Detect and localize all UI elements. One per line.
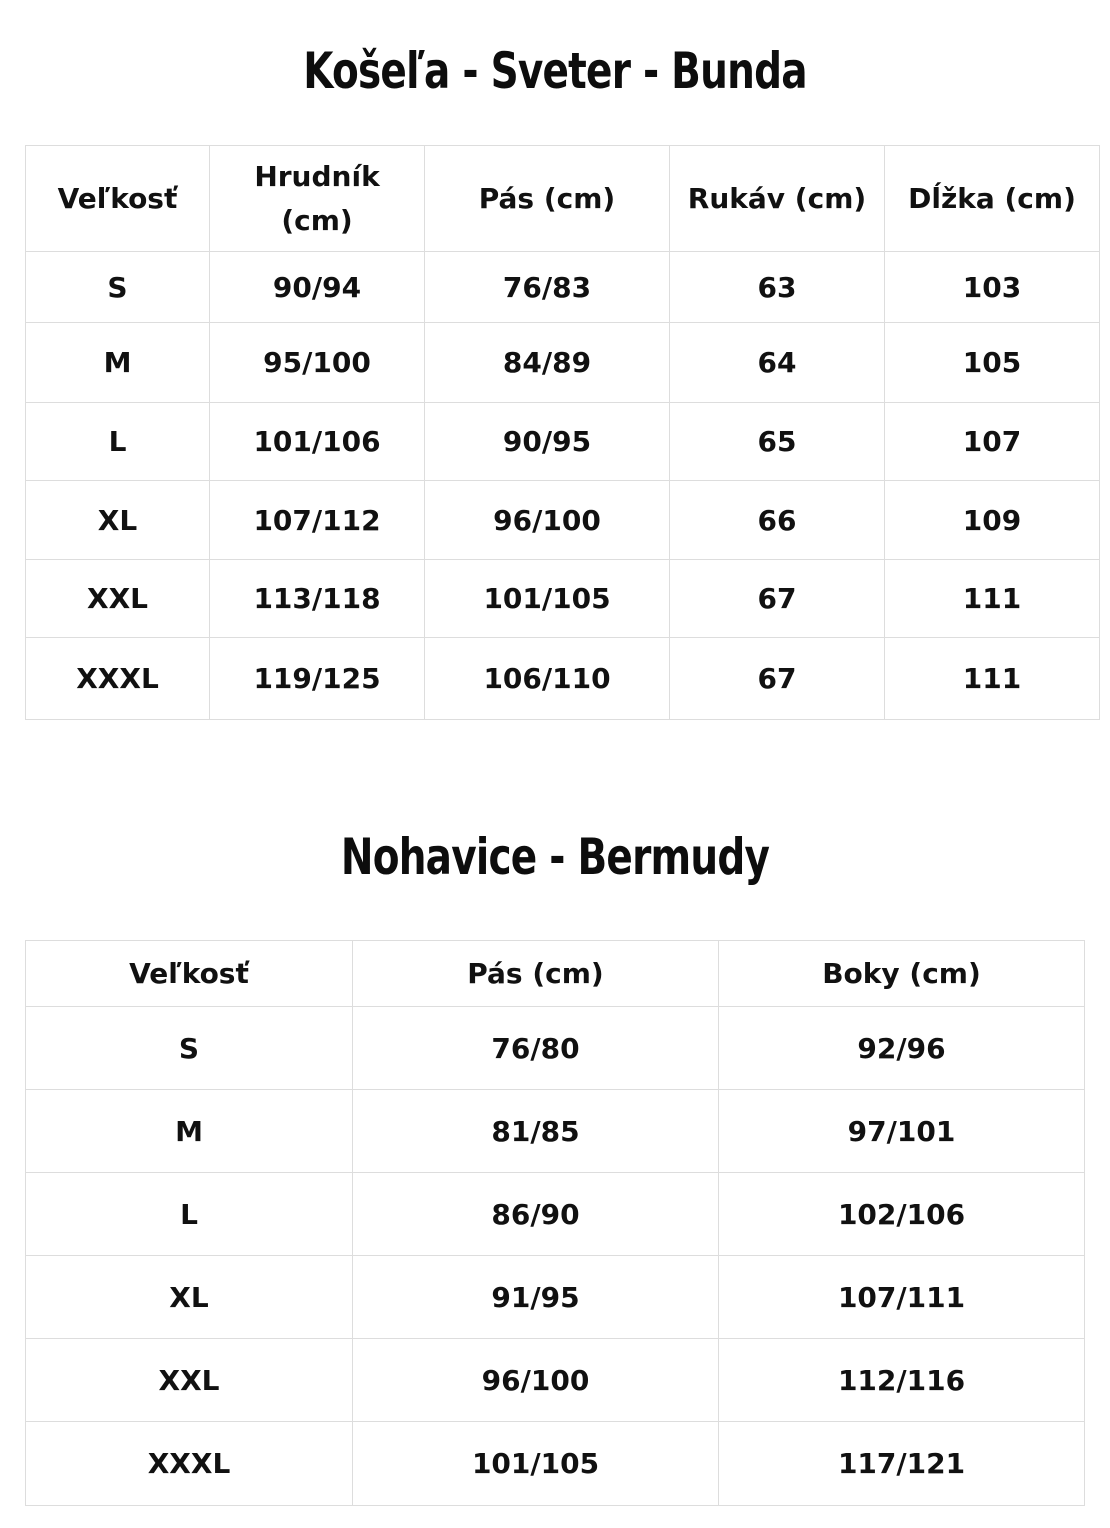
cell-waist: 84/89 — [425, 323, 670, 403]
cell-chest: 107/112 — [210, 481, 425, 560]
cell-hips: 102/106 — [719, 1173, 1085, 1256]
cell-hips: 92/96 — [719, 1007, 1085, 1090]
cell-size: S — [26, 1007, 353, 1090]
cell-size: L — [26, 403, 210, 481]
cell-size: M — [26, 323, 210, 403]
cell-hips: 97/101 — [719, 1090, 1085, 1173]
cell-waist: 76/83 — [425, 252, 670, 323]
table-row — [26, 1339, 1085, 1422]
cell-hips: 107/111 — [719, 1256, 1085, 1339]
cell-length: 109 — [885, 481, 1100, 560]
cell-waist: 86/90 — [353, 1173, 719, 1256]
cell-hips: 112/116 — [719, 1339, 1085, 1422]
table-row — [26, 481, 1100, 560]
cell-chest: 101/106 — [210, 403, 425, 481]
cell-size: XXXL — [26, 638, 210, 720]
cell-size: L — [26, 1173, 353, 1256]
cell-size: XXXL — [26, 1422, 353, 1506]
cell-sleeve: 65 — [670, 403, 885, 481]
cell-hips: 117/121 — [719, 1422, 1085, 1506]
table-row — [26, 323, 1100, 403]
header-waist: Pás (cm) — [425, 146, 670, 252]
cell-waist: 81/85 — [353, 1090, 719, 1173]
cell-waist: 101/105 — [353, 1422, 719, 1506]
cell-sleeve: 64 — [670, 323, 885, 403]
header-sleeve: Rukáv (cm) — [670, 146, 885, 252]
cell-waist: 96/100 — [425, 481, 670, 560]
cell-length: 105 — [885, 323, 1100, 403]
header-chest: Hrudník (cm) — [210, 146, 425, 252]
table-row — [26, 1422, 1085, 1506]
table-row — [26, 403, 1100, 481]
cell-length: 111 — [885, 638, 1100, 720]
table-row — [26, 638, 1100, 720]
size-table-shirts — [25, 145, 1100, 720]
table-row — [26, 252, 1100, 323]
cell-waist: 91/95 — [353, 1256, 719, 1339]
section-title-shirts: Košeľa - Sveter - Bunda — [303, 42, 807, 100]
header-size: Veľkosť — [26, 146, 210, 252]
table-header-row — [26, 941, 1085, 1007]
cell-sleeve: 67 — [670, 638, 885, 720]
header-length: Dĺžka (cm) — [885, 146, 1100, 252]
cell-size: S — [26, 252, 210, 323]
cell-sleeve: 66 — [670, 481, 885, 560]
cell-waist: 90/95 — [425, 403, 670, 481]
section-title-pants: Nohavice - Bermudy — [340, 828, 770, 886]
size-table-pants — [25, 940, 1085, 1506]
table-row — [26, 1173, 1085, 1256]
cell-waist: 101/105 — [425, 560, 670, 638]
cell-sleeve: 63 — [670, 252, 885, 323]
cell-sleeve: 67 — [670, 560, 885, 638]
header-waist: Pás (cm) — [353, 941, 719, 1007]
cell-length: 107 — [885, 403, 1100, 481]
cell-waist: 106/110 — [425, 638, 670, 720]
cell-length: 103 — [885, 252, 1100, 323]
cell-size: XL — [26, 1256, 353, 1339]
cell-chest: 113/118 — [210, 560, 425, 638]
cell-size: XL — [26, 481, 210, 560]
cell-chest: 95/100 — [210, 323, 425, 403]
header-hips: Boky (cm) — [719, 941, 1085, 1007]
table-row — [26, 1007, 1085, 1090]
table-row — [26, 1090, 1085, 1173]
cell-size: XXL — [26, 560, 210, 638]
table-header-row — [26, 146, 1100, 252]
cell-chest: 119/125 — [210, 638, 425, 720]
cell-waist: 96/100 — [353, 1339, 719, 1422]
table-row — [26, 1256, 1085, 1339]
cell-length: 111 — [885, 560, 1100, 638]
cell-waist: 76/80 — [353, 1007, 719, 1090]
cell-size: XXL — [26, 1339, 353, 1422]
cell-chest: 90/94 — [210, 252, 425, 323]
table-row — [26, 560, 1100, 638]
cell-size: M — [26, 1090, 353, 1173]
header-size: Veľkosť — [26, 941, 353, 1007]
